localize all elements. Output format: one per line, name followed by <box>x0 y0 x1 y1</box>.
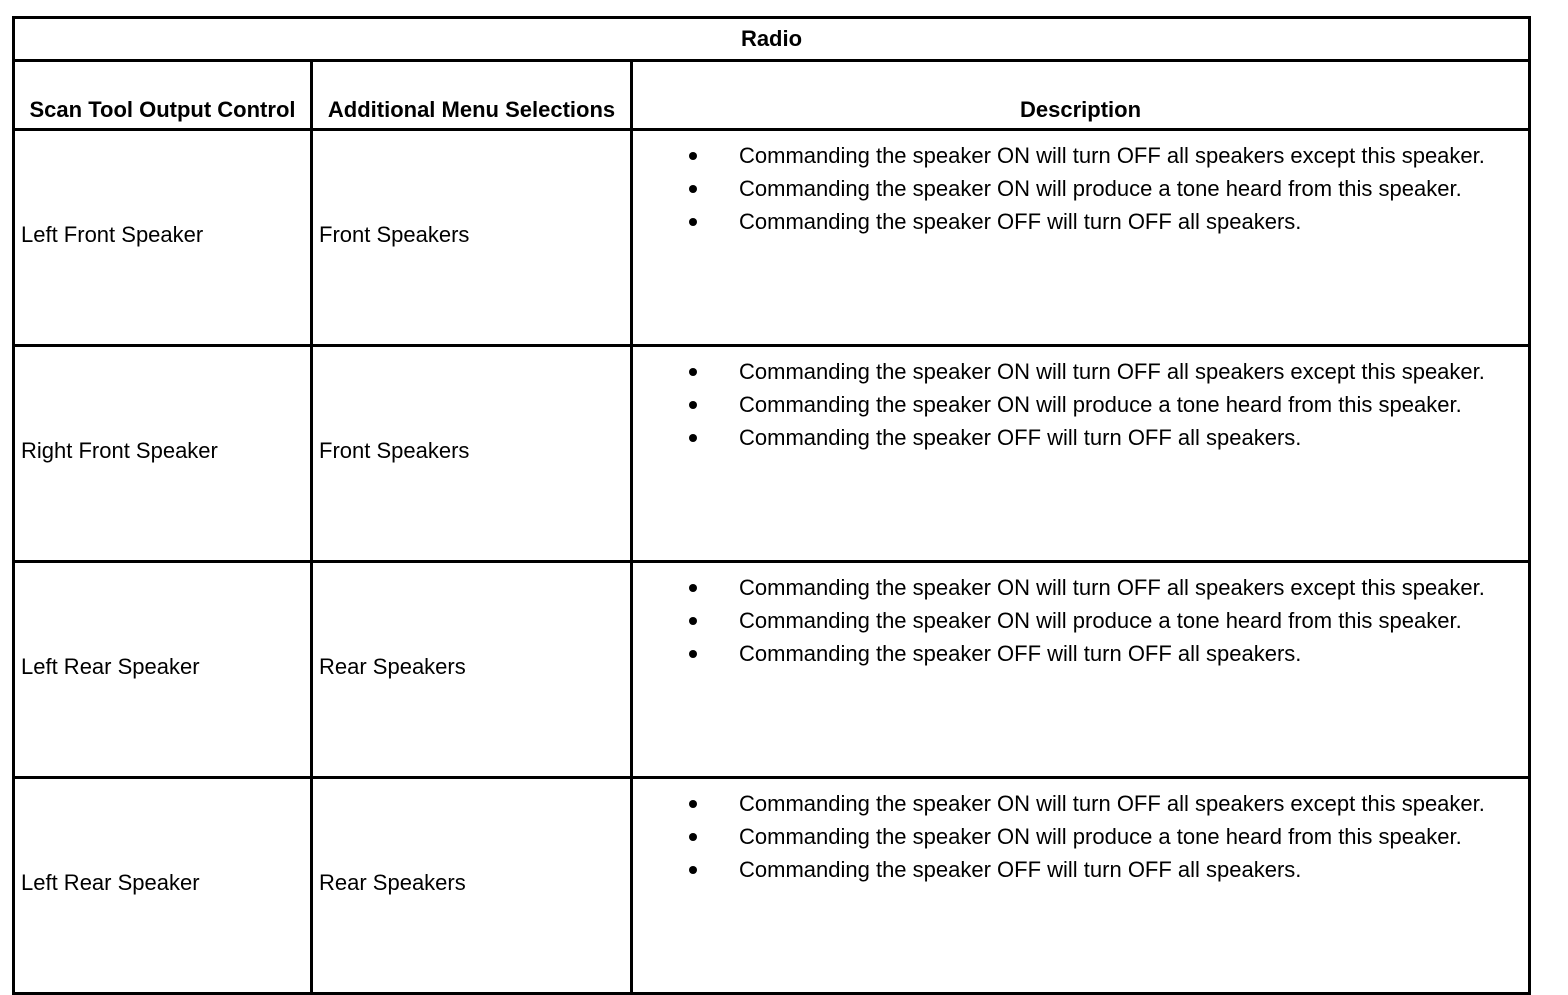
list-item <box>633 606 1528 635</box>
description-list <box>633 357 1528 452</box>
bullet-text: Commanding the speaker OFF will turn OFF all speakers. <box>739 857 1302 882</box>
menu-selection-cell: Rear Speakers <box>312 778 632 994</box>
bullet-text: Commanding the speaker ON will turn OFF all speakers except this speaker. <box>739 143 1485 168</box>
table-title: Radio <box>14 18 1530 61</box>
output-control-cell: Left Front Speaker <box>14 130 312 346</box>
bullet-icon <box>689 152 697 160</box>
bullet-icon <box>689 617 697 625</box>
menu-selection-cell: Rear Speakers <box>312 562 632 778</box>
description-cell <box>632 130 1530 346</box>
list-item <box>633 207 1528 236</box>
bullet-icon <box>689 800 697 808</box>
header-row <box>14 61 1530 130</box>
bullet-text: Commanding the speaker ON will turn OFF all speakers except this speaker. <box>739 359 1485 384</box>
bullet-text: Commanding the speaker ON will produce a tone heard from this speaker. <box>739 176 1462 201</box>
description-list <box>633 573 1528 668</box>
bullet-icon <box>689 833 697 841</box>
table-row <box>14 130 1530 346</box>
bullet-icon <box>689 218 697 226</box>
output-control-cell: Left Rear Speaker <box>14 778 312 994</box>
list-item <box>633 390 1528 419</box>
header-menu-selections: Additional Menu Selections <box>312 61 632 130</box>
list-item <box>633 822 1528 851</box>
menu-selection-cell: Front Speakers <box>312 130 632 346</box>
bullet-icon <box>689 185 697 193</box>
bullet-text: Commanding the speaker OFF will turn OFF all speakers. <box>739 209 1302 234</box>
bullet-text: Commanding the speaker ON will produce a tone heard from this speaker. <box>739 824 1462 849</box>
bullet-icon <box>689 584 697 592</box>
menu-selection-cell: Front Speakers <box>312 346 632 562</box>
bullet-text: Commanding the speaker ON will turn OFF all speakers except this speaker. <box>739 791 1485 816</box>
bullet-text: Commanding the speaker ON will produce a tone heard from this speaker. <box>739 392 1462 417</box>
description-list <box>633 141 1528 236</box>
table-row <box>14 778 1530 994</box>
title-row <box>14 18 1530 61</box>
list-item <box>633 357 1528 386</box>
bullet-icon <box>689 368 697 376</box>
list-item <box>633 855 1528 884</box>
description-cell <box>632 346 1530 562</box>
header-output-control: Scan Tool Output Control <box>14 61 312 130</box>
bullet-text: Commanding the speaker OFF will turn OFF all speakers. <box>739 425 1302 450</box>
bullet-text: Commanding the speaker ON will turn OFF all speakers except this speaker. <box>739 575 1485 600</box>
list-item <box>633 423 1528 452</box>
description-cell <box>632 562 1530 778</box>
list-item <box>633 141 1528 170</box>
table-row <box>14 346 1530 562</box>
bullet-icon <box>689 866 697 874</box>
list-item <box>633 573 1528 602</box>
bullet-icon <box>689 401 697 409</box>
table-row <box>14 562 1530 778</box>
bullet-icon <box>689 434 697 442</box>
bullet-text: Commanding the speaker OFF will turn OFF all speakers. <box>739 641 1302 666</box>
output-control-cell: Left Rear Speaker <box>14 562 312 778</box>
description-cell <box>632 778 1530 994</box>
bullet-text: Commanding the speaker ON will produce a tone heard from this speaker. <box>739 608 1462 633</box>
output-control-cell: Right Front Speaker <box>14 346 312 562</box>
header-description: Description <box>632 61 1530 130</box>
radio-table <box>12 16 1531 995</box>
list-item <box>633 789 1528 818</box>
list-item <box>633 174 1528 203</box>
bullet-icon <box>689 650 697 658</box>
list-item <box>633 639 1528 668</box>
description-list <box>633 789 1528 884</box>
